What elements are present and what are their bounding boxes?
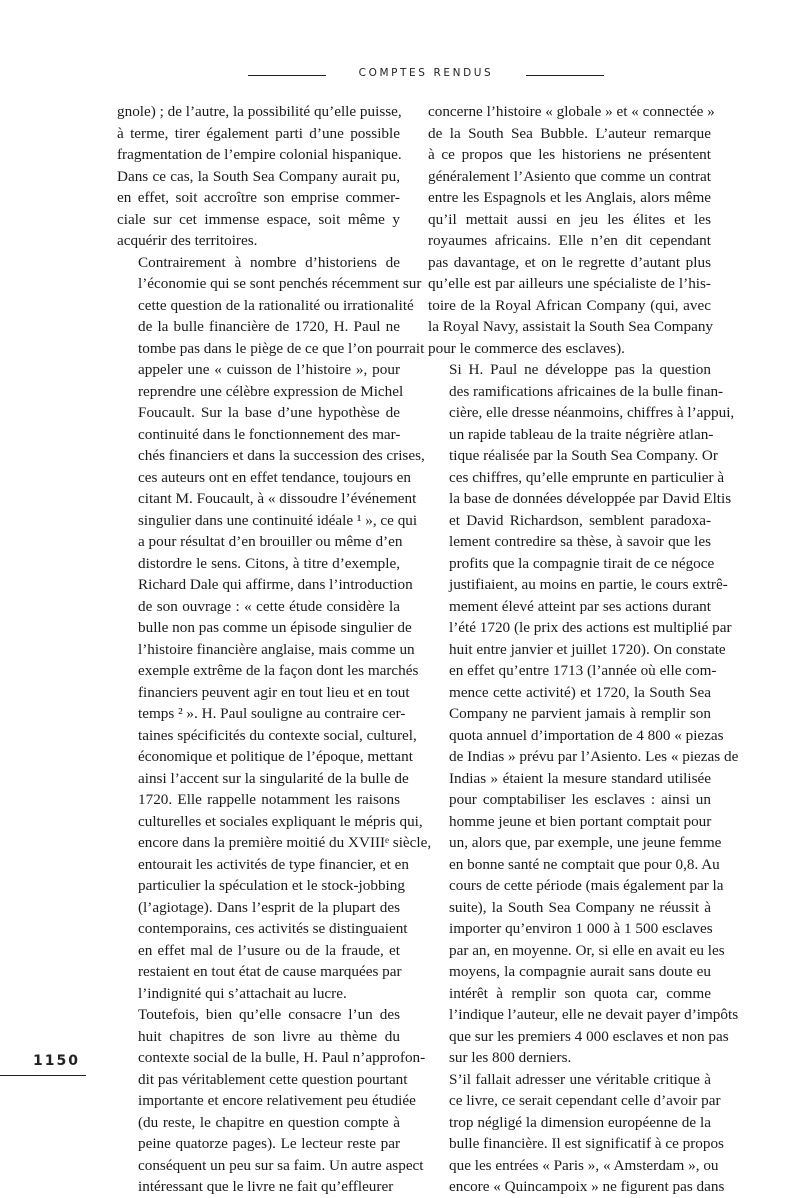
page-number: 1150: [33, 1053, 80, 1069]
text-line: à ce propos que les historiens ne présentent: [428, 146, 711, 163]
text-line: intéressant que le livre ne fait qu’effleurer: [138, 1178, 394, 1195]
text-line: temps ² ». H. Paul souligne au contraire cer-: [138, 705, 406, 722]
text-line: homme jeune et bien portant comptait pour: [449, 812, 712, 830]
text-line: conséquent un peu sur sa faim. Un autre aspect: [138, 1156, 424, 1174]
text-line: économique et politique de l’époque, mettant: [138, 748, 413, 765]
text-line: ainsi l’accent sur la singularité de la bulle de: [138, 769, 409, 787]
text-line: en effet mal de l’usure ou de la fraude, et: [138, 941, 400, 959]
text-line: pour le commerce des esclaves).: [428, 339, 625, 357]
text-line: Dans ce cas, la South Sea Company aurait pu,: [117, 167, 400, 185]
text-line: citant M. Foucault, à « dissoudre l’événement: [138, 490, 417, 507]
text-line: tique réalisée par la South Sea Company. Or: [449, 447, 718, 464]
text-line: ces chiffres, qu’elle emprunte en particulier à: [449, 468, 725, 486]
text-line: huit entre janvier et juillet 1720). On constate: [449, 640, 726, 658]
text-line: mement élevé atteint par ses actions durant: [449, 597, 711, 615]
text-line: à terme, tirer également parti d’une possible: [117, 124, 400, 142]
text-line: singulier dans une continuité idéale ¹ », ce qui: [138, 511, 418, 529]
text-line: en effet, soit accroître son emprise commer-: [117, 189, 400, 206]
text-line: de Indias » prévu par l’Asiento. Les « piezas de: [449, 748, 739, 765]
text-line: que les entrées « Paris », « Amsterdam », ou: [449, 1156, 719, 1174]
right-column: [428, 101, 739, 1198]
text-line: ciale sur cet immense espace, soit même y: [117, 210, 400, 228]
text-line: royaumes africains. Elle n’en dit cependant: [428, 232, 711, 249]
text-line: justifiaient, au moins en partie, le cours extrê-: [449, 576, 728, 593]
text-line: S’il fallait adresser une véritable critique à: [449, 1070, 711, 1088]
text-line: profits que la compagnie tirait de ce négoce: [449, 554, 715, 572]
page-number-rule: [0, 1075, 86, 1076]
text-line: dit pas véritablement cette question pourtant: [138, 1070, 408, 1088]
text-line: lement contredire sa thèse, à savoir que les: [449, 533, 711, 550]
text-line: bulle financière. Il est significatif à ce propos: [449, 1135, 724, 1152]
text-line: sur les 800 derniers.: [449, 1049, 572, 1066]
text-line: ces auteurs ont en effet tendance, toujours en: [138, 468, 411, 486]
text-line: et David Richardson, semblent paradoxa-: [449, 511, 711, 529]
text-line: a pour résultat d’en brouiller ou même d’en: [138, 533, 403, 550]
text-line: entre les Espagnols et les Anglais, alors même: [428, 189, 711, 206]
text-line: mence cette activité) et 1720, la South Sea: [449, 683, 711, 701]
text-line: importer qu’environ 1 000 à 1 500 esclaves: [449, 920, 713, 937]
text-line: que sur les premiers 4 000 esclaves et non pas: [449, 1027, 729, 1045]
text-line: continuité dans le fonctionnement des mar-: [138, 425, 401, 443]
text-line: gnole) ; de l’autre, la possibilité qu’elle puisse,: [117, 103, 402, 120]
text-line: en effet qu’entre 1713 (l’année où elle com-: [449, 662, 717, 679]
text-line: l’été 1720 (le prix des actions est multiplié par: [449, 619, 732, 636]
text-line: en bonne santé ne comptait que pour 0,8. Au: [449, 855, 720, 873]
text-line: Company ne parvient jamais à remplir son: [449, 705, 711, 722]
text-line: Si H. Paul ne développe pas la question: [449, 361, 711, 378]
text-line: Richard Dale qui affirme, dans l’introduction: [138, 576, 413, 593]
text-line: de la bulle financière de 1720, H. Paul ne: [138, 318, 400, 335]
text-line: intérêt à remplir son quota car, comme: [449, 984, 711, 1002]
text-line: qu’il mettait aussi en jeu les élites et les: [428, 210, 711, 228]
paragraph-6: [428, 1069, 725, 1198]
text-line: contemporains, ces activités se distinguaient: [138, 920, 408, 937]
text-line: concerne l’histoire « globale » et « connectée »: [428, 103, 715, 120]
text-line: par an, en moyenne. Or, si elle en avait eu les: [449, 941, 725, 959]
text-line: encore « Quincampoix » ne figurent pas dans: [449, 1178, 725, 1195]
text-line: cette question de la rationalité ou irrationalité: [138, 296, 414, 314]
text-line: entourait les activités de type financier, et en: [138, 855, 409, 873]
text-line: pas davantage, et on le regrette d’autant plus: [428, 253, 711, 271]
text-line: particulier la spéculation et le stock-jobbing: [138, 877, 405, 894]
text-line: la Royal Navy, assistait la South Sea Company: [428, 318, 714, 335]
paragraph-5: [428, 359, 739, 1069]
text-line: toire de la Royal African Company (qui, avec: [428, 296, 711, 314]
text-line: 1720. Elle rappelle notamment les raisons: [138, 791, 400, 808]
text-line: Indias » étaient la mesure standard utilisée: [449, 769, 711, 787]
text-line: ce livre, ce serait cependant celle d’avoir par: [449, 1092, 721, 1109]
text-line: de la South Sea Bubble. L’auteur remarque: [428, 124, 711, 142]
text-line: encore dans la première moitié du XVIIIᵉ siècle,: [138, 834, 432, 851]
text-line: fragmentation de l’empire colonial hispanique.: [117, 146, 402, 163]
running-header: [248, 64, 604, 86]
text-line: contexte social de la bulle, H. Paul n’approfon-: [138, 1049, 426, 1066]
header-rule-right: [526, 75, 604, 76]
text-line: appeler une « cuisson de l’histoire », pour: [138, 361, 400, 378]
text-line: généralement l’Asiento que comme un contrat: [428, 167, 711, 185]
text-line: financiers peuvent agir en tout lieu et en tout: [138, 683, 410, 701]
text-line: importante et encore relativement peu étudiée: [138, 1092, 416, 1109]
text-line: peine quatorze pages). Le lecteur reste par: [138, 1135, 400, 1152]
text-line: quota annuel d’importation de 4 800 « piezas: [449, 726, 724, 744]
text-line: pour comptabiliser les esclaves : ainsi un: [449, 791, 711, 808]
paragraph-4: [428, 101, 715, 359]
text-line: reprendre une célèbre expression de Michel: [138, 382, 404, 400]
text-line: (l’agiotage). Dans l’esprit de la plupart des: [138, 898, 400, 916]
section-title: COMPTES RENDUS: [358, 67, 494, 79]
text-line: l’économie qui se sont penchés récemment sur: [138, 275, 422, 292]
text-line: Contrairement à nombre d’historiens de: [138, 253, 400, 271]
text-line: Toutefois, bien qu’elle consacre l’un des: [138, 1006, 400, 1023]
text-line: l’histoire financière anglaise, mais comme un: [138, 640, 415, 658]
text-line: moyens, la compagnie aurait sans doute eu: [449, 963, 711, 980]
text-line: cours de cette période (mais également par la: [449, 877, 724, 894]
text-line: cière, elle dresse néanmoins, chiffres à l’appui,: [449, 404, 735, 421]
text-line: distordre le sens. Citons, à titre d’exemple,: [138, 554, 400, 572]
paragraph-3: [117, 1004, 426, 1198]
text-line: trop négligé la dimension européenne de la: [449, 1113, 711, 1131]
paragraph-2: [117, 252, 432, 1005]
text-line: taines spécificités du contexte social, culturel,: [138, 726, 417, 744]
text-line: chés financiers et dans la succession des crises,: [138, 447, 425, 464]
text-line: (du reste, le chapitre en question compte à: [138, 1113, 400, 1131]
paragraph-1: [117, 101, 400, 252]
text-line: suite), la South Sea Company ne réussit à: [449, 898, 711, 916]
text-line: qu’elle est par ailleurs une spécialiste de l’his-: [428, 275, 711, 292]
text-line: un, alors que, par exemple, une jeune femme: [449, 834, 722, 851]
header-rule-left: [248, 75, 326, 76]
left-column: [117, 101, 432, 1198]
text-line: l’indique l’auteur, elle ne devait payer d’impôts: [449, 1006, 739, 1023]
text-line: bulle non pas comme un épisode singulier de: [138, 619, 412, 636]
text-line: un rapide tableau de la traite négrière atlan-: [449, 425, 714, 443]
text-line: la base de données développée par David Eltis: [449, 490, 732, 507]
text-line: exemple extrême de la façon dont les marchés: [138, 662, 419, 679]
text-line: huit chapitres de son livre au thème du: [138, 1027, 400, 1045]
text-line: culturelles et sociales expliquant le mépris qui,: [138, 812, 423, 830]
text-line: acquérir des territoires.: [117, 232, 258, 249]
text-line: Foucault. Sur la base d’une hypothèse de: [138, 404, 400, 421]
text-line: l’indignité qui s’attachait au lucre.: [138, 984, 347, 1002]
text-line: restaient en tout état de cause marquées par: [138, 963, 402, 980]
text-line: des ramifications africaines de la bulle finan-: [449, 382, 724, 400]
text-line: tombe pas dans le piège de ce que l’on pourrait: [138, 339, 425, 357]
text-line: de son ouvrage : « cette étude considère la: [138, 597, 400, 615]
